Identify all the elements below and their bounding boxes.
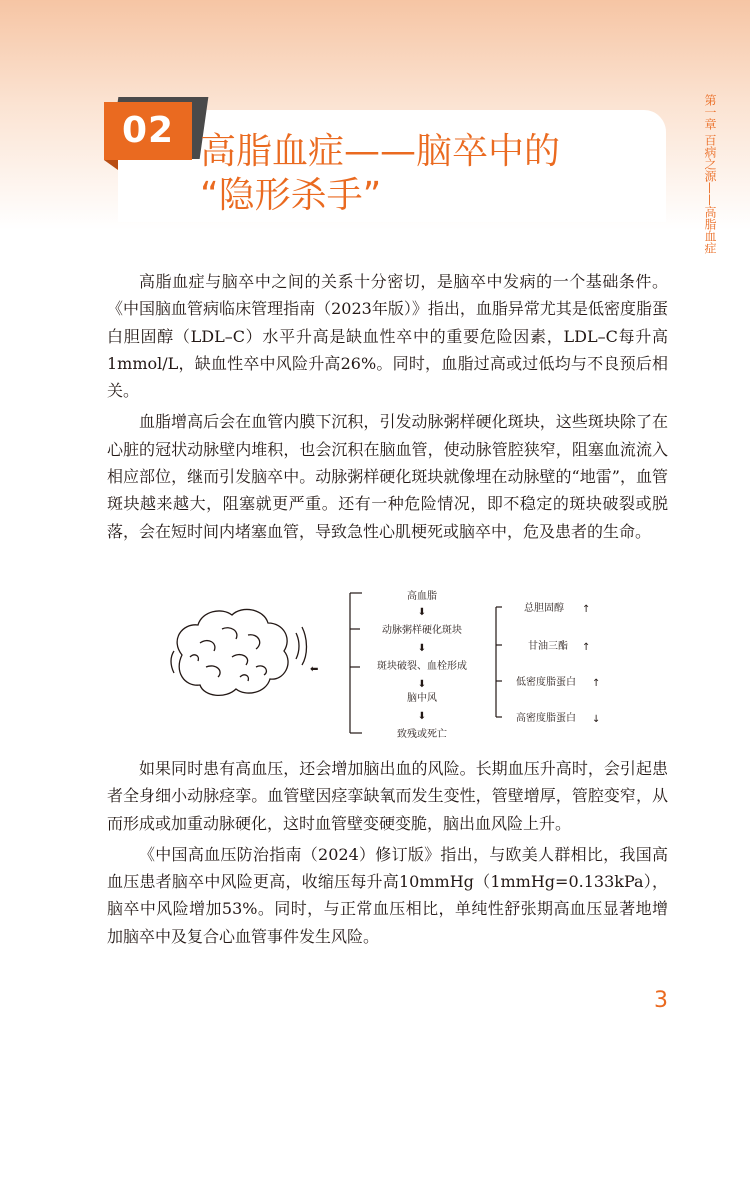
paragraph: 血脂增高后会在血管内膜下沉积，引发动脉粥样硬化斑块，这些斑块除了在心脏的冠状动脉壁内堆积，也会沉积在脑血管，使动脉管腔狭窄，阻塞血流流入相应部位，继而引发脑卒中。动脉粥样硬化斑块就像埋在动脉壁的“地雷”，血管斑块越来越大，阻塞就更严重。还有一种危险情况，即不稳定的斑块破裂或脱落，会在短时间内堵塞血管，导致急性心肌梗死或脑卒中，危及患者的生命。 — [107, 412, 668, 541]
up-arrow-icon: ↑ — [582, 604, 591, 615]
body-text-lower — [107, 755, 668, 954]
page-number: 3 — [654, 988, 668, 1013]
lipid-bracket — [496, 607, 502, 717]
flow-steps — [377, 589, 467, 740]
flow-step-high-lipid: 高血脂 — [407, 591, 437, 602]
brain-icon — [171, 609, 307, 695]
section-title — [200, 130, 640, 218]
up-arrow-icon: ↑ — [582, 642, 591, 653]
badge-fold — [104, 160, 118, 170]
section-title-line-1: 高脂血症——脑卒中的 — [200, 131, 561, 172]
stroke-mechanism-figure — [160, 585, 620, 745]
down-arrow-icon: ⬇ — [417, 711, 427, 722]
lipid-item-ldl: 低密度脂蛋白 — [516, 677, 576, 688]
lipid-items — [516, 601, 600, 725]
flow-step-disability: 致残或死亡 — [397, 729, 447, 740]
left-arrow-icon: ⬅ — [310, 664, 319, 675]
section-number-badge: 02 — [104, 102, 192, 160]
body-text-upper — [107, 268, 668, 549]
down-arrow-icon: ⬇ — [417, 607, 427, 618]
flow-step-plaque: 动脉粥样硬化斑块 — [382, 625, 462, 636]
paragraph: 《中国高血压防治指南（2024）修订版》指出，与欧美人群相比，我国高血压患者脑卒中风险更高，收缩压每升高10mmHg（1mmHg=0.133kPa），脑卒中风险增加53%。同时，与正常血压相比，单纯性舒张期高血压显著地增加脑卒中及复合心血管事件发生风险。 — [107, 844, 668, 946]
down-arrow-icon: ↓ — [592, 714, 601, 725]
figure-svg — [160, 585, 620, 745]
lipid-item-hdl: 高密度脂蛋白 — [516, 713, 576, 724]
flow-bracket — [350, 593, 362, 733]
flow-step-stroke: 脑中风 — [407, 693, 437, 704]
paragraph: 如果同时患有高血压，还会增加脑出血的风险。长期血压升高时，会引起患者全身细小动脉痉挛。血管壁因痉挛缺氧而发生变性，管壁增厚，管腔变窄，从而形成或加重动脉硬化，这时血管壁变硬变脆，脑出血风险上升。 — [107, 759, 668, 833]
lipid-item-total-cholesterol: 总胆固醇 — [524, 603, 564, 614]
down-arrow-icon: ⬇ — [417, 679, 427, 690]
chapter-side-rail: 第一章 百病之源——高脂血症 — [703, 94, 717, 254]
up-arrow-icon: ↑ — [592, 678, 601, 689]
lipid-item-triglyceride: 甘油三酯 — [528, 641, 568, 652]
flow-step-rupture: 斑块破裂、血栓形成 — [377, 661, 467, 672]
section-title-line-2: “隐形杀手” — [200, 175, 382, 216]
down-arrow-icon: ⬇ — [417, 643, 427, 654]
paragraph: 高脂血症与脑卒中之间的关系十分密切，是脑卒中发病的一个基础条件。《中国脑血管病临床管理指南（2023年版）》指出，血脂异常尤其是低密度脂蛋白胆固醇（LDL–C）水平升高是缺血性卒中的重要危险因素，LDL–C每升高1mmol/L，缺血性卒中风险升高26%。同时，血脂过高或过低均与不良预后相关。 — [107, 272, 668, 401]
